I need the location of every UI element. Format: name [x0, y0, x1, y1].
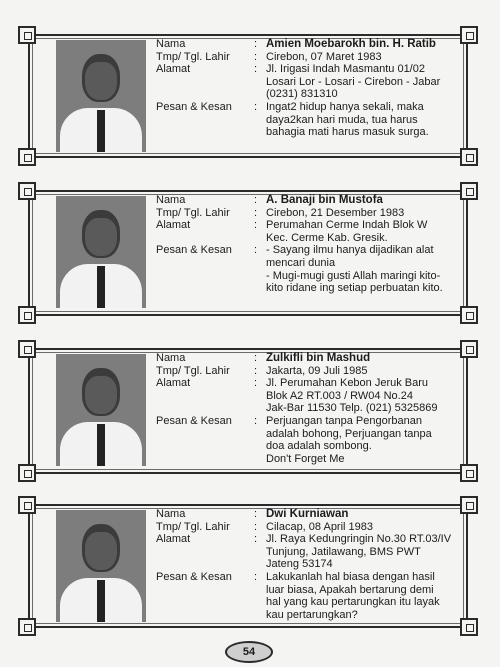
student-birth: Cilacap, 08 April 1983: [266, 520, 374, 533]
label-nama: Nama: [156, 352, 186, 364]
student-info: Nama : Dwi Kurniawan Tmp/ Tgl. Lahir : Cilacap, 08 April 1983 Alamat : Jl. Raya Kedungringin No.30 RT.03/IV Tunjung, Jatilawang, BMS PWT Jateng 53174 Pesan & Kesan : Lakukanlah hal biasa dengan hasil luar biasa, Apakah bertarung demi hal yang kau pertarungkan itu layak kau pertarungkan?: [156, 508, 460, 621]
corner-ornament: [460, 306, 478, 324]
label-message: Pesan & Kesan: [156, 414, 232, 427]
label-message: Pesan & Kesan: [156, 244, 232, 257]
student-address: Perumahan Cerme Indah Blok W Kec. Cerme Kab. Gresik.: [266, 219, 428, 244]
corner-ornament: [18, 306, 36, 324]
corner-ornament: [460, 464, 478, 482]
student-address: Jl. Irigasi Indah Masmantu 01/02 Losari Lor - Losari - Cirebon - Jabar (0231) 831310: [266, 63, 441, 101]
student-name: Dwi Kurniawan: [266, 508, 349, 520]
student-address: Jl. Raya Kedungringin No.30 RT.03/IV Tunjung, Jatilawang, BMS PWT Jateng 53174: [266, 533, 452, 571]
page-number: 54: [225, 641, 273, 663]
corner-ornament: [18, 340, 36, 358]
label-address: Alamat: [156, 219, 191, 232]
student-info: Nama : Zulkifli bin Mashud Tmp/ Tgl. Lahir : Jakarta, 09 Juli 1985 Alamat : Jl. Perumahan Kebon Jeruk Baru Blok A2 RT.003 / RW04 No.24 Jak-Bar 11530 Telp. (021) 5325869 Pesan & Kesan : Perjuangan tanpa Pengorbanan adalah bohong, Perjuangan tanpa doa adalah sombong. Don't Forget Me: [156, 352, 460, 465]
label-nama: Nama: [156, 508, 186, 520]
student-address: Jl. Perumahan Kebon Jeruk Baru Blok A2 RT.003 / RW04 No.24 Jak-Bar 11530 Telp. (021) 5325869: [266, 377, 438, 415]
student-birth: Cirebon, 21 Desember 1983: [266, 206, 405, 219]
label-address: Alamat: [156, 533, 191, 546]
student-card-4: [18, 496, 478, 636]
label-birth: Tmp/ Tgl. Lahir: [156, 206, 230, 219]
student-message: Ingat2 hidup hanya sekali, maka daya2kan hari muda, tua harus bahagia mati harus masuk surga.: [266, 100, 429, 139]
student-info: Nama : Amien Moebarokh bin. H. Ratib Tmp/ Tgl. Lahir : Cirebon, 07 Maret 1983 Alamat : Jl. Irigasi Indah Masmantu 01/02 Losari Lor - Losari - Cirebon - Jabar (0231) 831310 Pesan & Kesan : Ingat2 hidup hanya sekali, maka daya2kan hari muda, tua harus bahagia mati harus masuk surga.: [156, 38, 460, 139]
student-info: Nama : A. Banaji bin Mustofa Tmp/ Tgl. Lahir : Cirebon, 21 Desember 1983 Alamat : Perumahan Cerme Indah Blok W Kec. Cerme Kab. Gresik. Pesan & Kesan : - Sayang ilmu hanya dijadikan alat mencari dunia - Mugi-mugi gusti Allah maringi kito- kito ridane ing setiap perbuatan kito.: [156, 194, 460, 295]
student-card-3: [18, 340, 478, 482]
corner-ornament: [18, 496, 36, 514]
student-card-1: [18, 26, 478, 166]
student-photo: [56, 510, 146, 622]
label-nama: Nama: [156, 194, 186, 206]
corner-ornament: [18, 26, 36, 44]
label-address: Alamat: [156, 377, 191, 390]
student-photo: [56, 354, 146, 466]
corner-ornament: [460, 148, 478, 166]
student-name: Zulkifli bin Mashud: [266, 352, 371, 364]
label-message: Pesan & Kesan: [156, 570, 232, 583]
corner-ornament: [460, 340, 478, 358]
student-message: - Sayang ilmu hanya dijadikan alat mencari dunia - Mugi-mugi gusti Allah maringi kito- kito ridane ing setiap perbuatan kito.: [266, 244, 443, 295]
student-photo: [56, 40, 146, 152]
label-message: Pesan & Kesan: [156, 100, 232, 113]
label-birth: Tmp/ Tgl. Lahir: [156, 364, 230, 377]
corner-ornament: [18, 182, 36, 200]
label-nama: Nama: [156, 38, 186, 50]
student-message: Perjuangan tanpa Pengorbanan adalah bohong, Perjuangan tanpa doa adalah sombong. Don't Forget Me: [266, 414, 432, 465]
corner-ornament: [460, 496, 478, 514]
student-name: A. Banaji bin Mustofa: [266, 194, 383, 206]
label-birth: Tmp/ Tgl. Lahir: [156, 50, 230, 63]
label-birth: Tmp/ Tgl. Lahir: [156, 520, 230, 533]
corner-ornament: [460, 182, 478, 200]
corner-ornament: [460, 618, 478, 636]
student-name: Amien Moebarokh bin. H. Ratib: [266, 38, 436, 50]
student-birth: Jakarta, 09 Juli 1985: [266, 364, 368, 377]
student-photo: [56, 196, 146, 308]
corner-ornament: [18, 464, 36, 482]
corner-ornament: [18, 148, 36, 166]
student-birth: Cirebon, 07 Maret 1983: [266, 50, 382, 63]
label-address: Alamat: [156, 63, 191, 76]
student-message: Lakukanlah hal biasa dengan hasil luar biasa, Apakah bertarung demi hal yang kau pertarungkan itu layak kau pertarungkan?: [266, 570, 440, 621]
corner-ornament: [18, 618, 36, 636]
corner-ornament: [460, 26, 478, 44]
student-card-2: [18, 182, 478, 324]
